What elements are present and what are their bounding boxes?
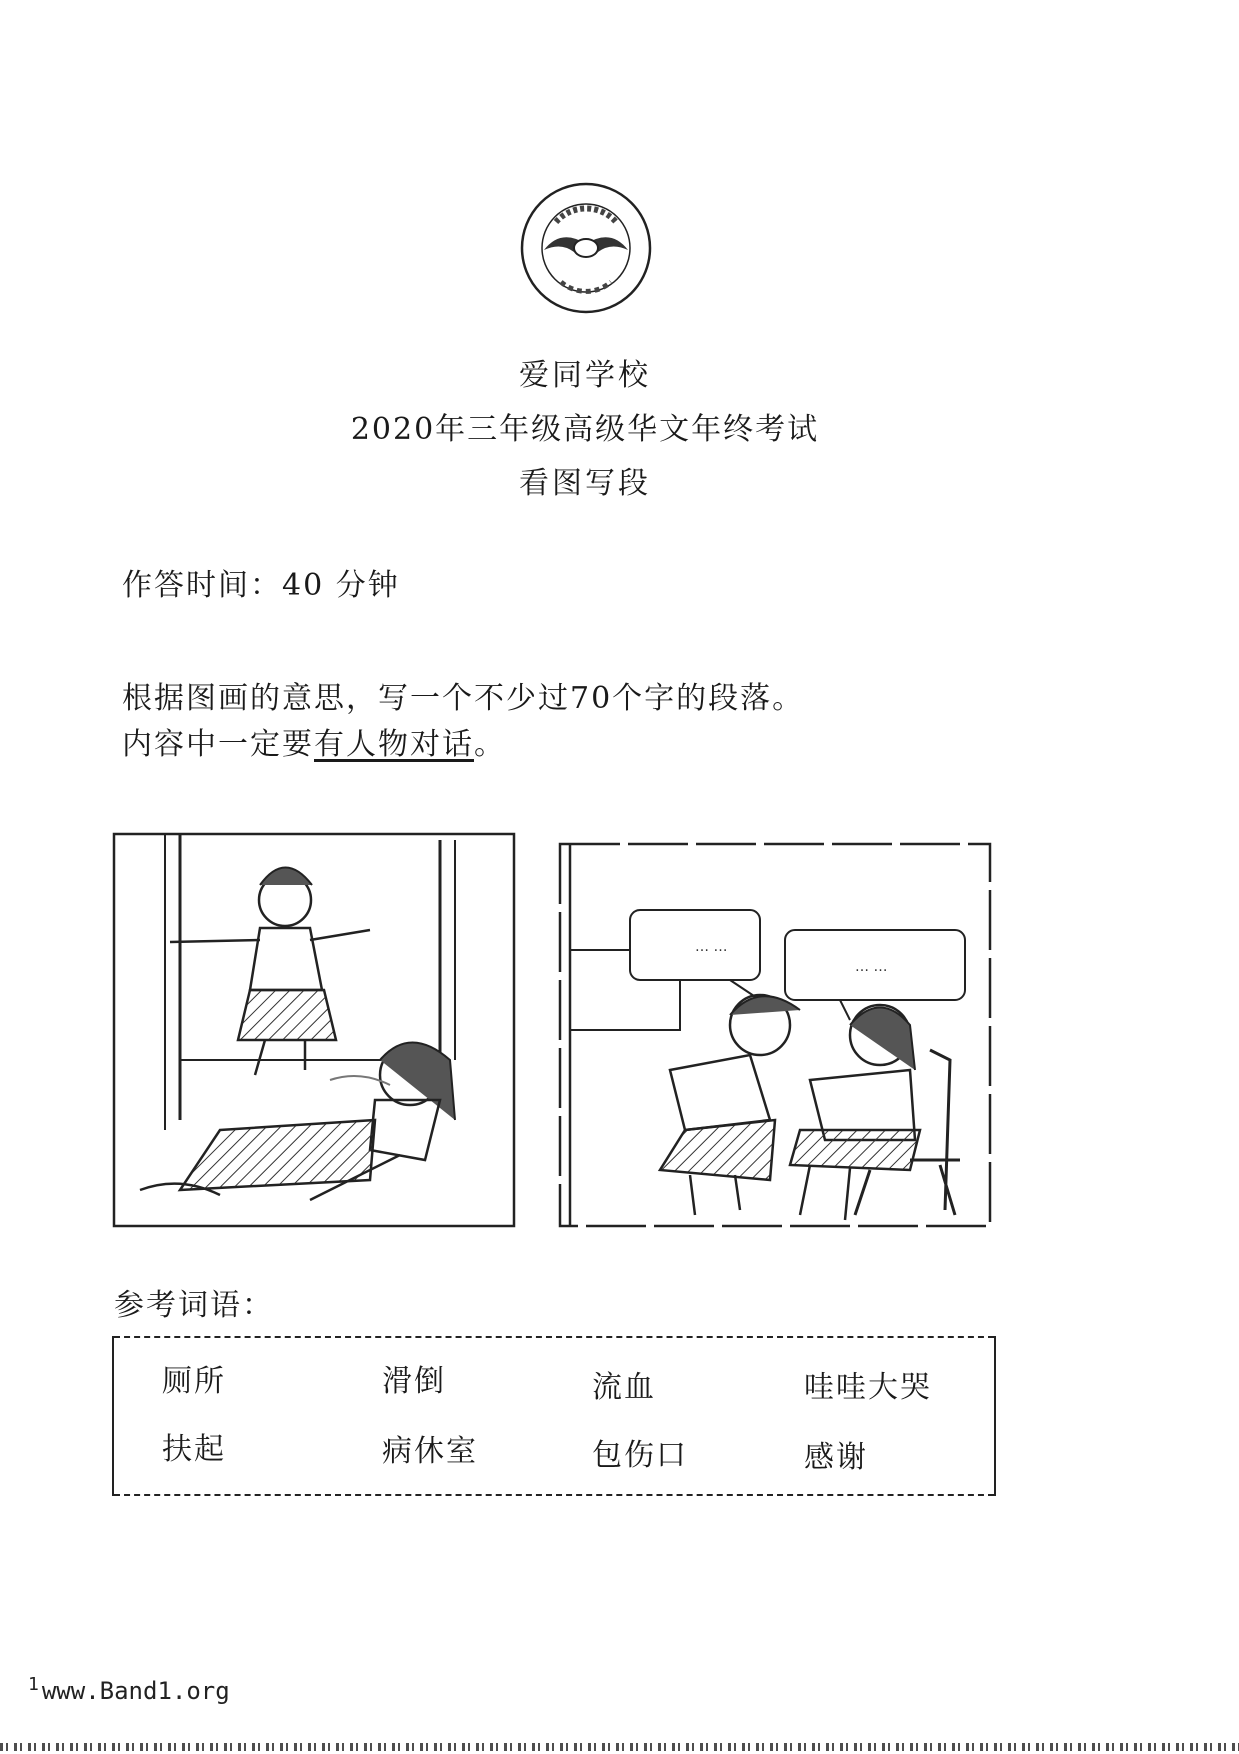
instruction-emphasis: 有人物对话 [314,727,474,762]
school-crest-logo [516,178,656,318]
reference-word: 流血 [592,1370,656,1405]
exam-title: 2020年三年级高级华文年终考试 [350,412,820,447]
reference-word: 哇哇大哭 [804,1370,932,1405]
footer-watermark [28,1674,230,1705]
box-top-edge [114,1336,994,1338]
instruction-line-1: 根据图画的意思，写一个不少过70个字的段落。 [122,681,805,716]
time-allowed: 作答时间：40 分钟 [122,568,400,603]
exam-type: 看图写段 [519,466,651,501]
instruction-line-2 [122,719,506,763]
box-bottom-edge [114,1494,994,1496]
reference-word: 滑倒 [382,1364,446,1399]
comic-illustration [110,830,1000,1240]
reference-word: 包伤口 [592,1438,688,1473]
instruction-prefix: 内容中一定要 [122,727,314,762]
reference-word: 扶起 [162,1432,226,1467]
school-name: 爱同学校 [519,358,651,393]
comic-panel-left [114,834,514,1226]
comic-panel-right [560,844,990,1226]
reference-word: 厕所 [162,1364,226,1399]
speech-bubble-left: … … [695,939,728,955]
reference-words-box [112,1336,996,1496]
reference-word: 病休室 [382,1434,478,1469]
scan-noise-strip [0,1743,1239,1751]
footer-site: www.Band1.org [41,1677,230,1705]
instruction-suffix: 。 [474,727,506,762]
reference-words-label: 参考词语： [114,1288,274,1323]
footer-marker: 1 [28,1674,39,1695]
speech-bubble-right: … … [855,959,888,975]
reference-word: 感谢 [804,1440,868,1475]
